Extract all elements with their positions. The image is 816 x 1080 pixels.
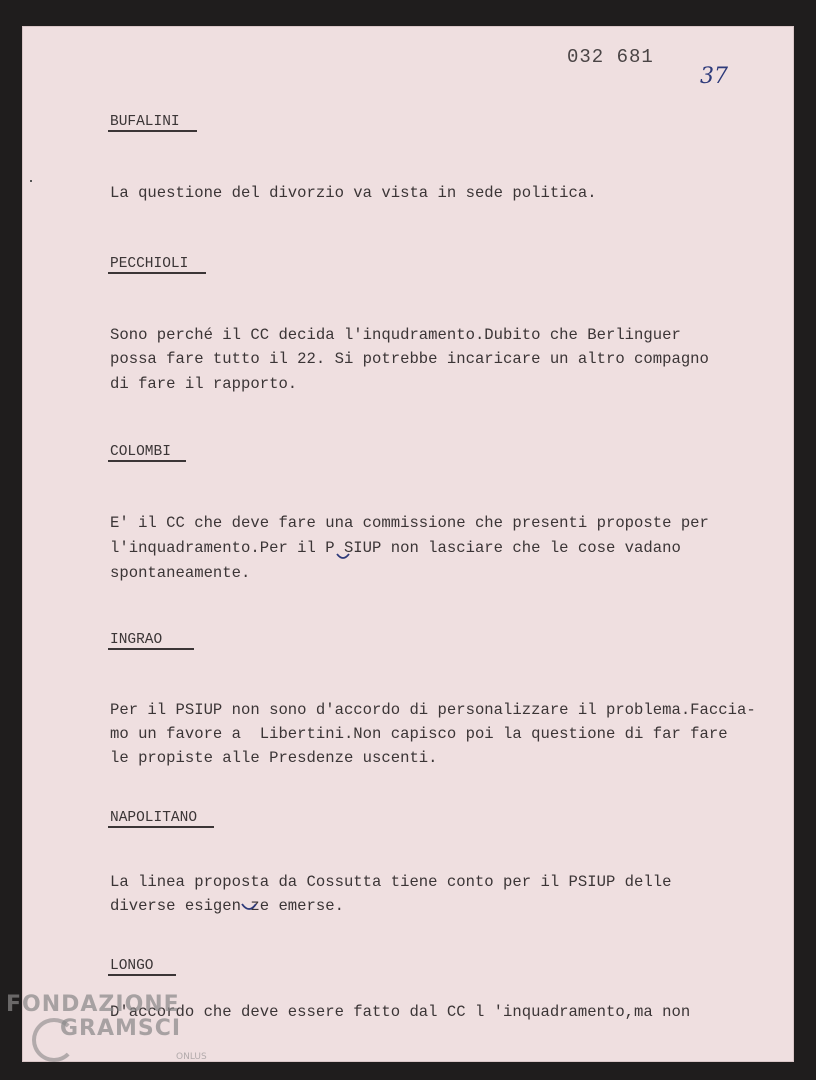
speech-line: mo un favore a Libertini.Non capisco poi la questione di far fare xyxy=(110,725,728,743)
speaker-underline xyxy=(108,272,206,274)
speaker-underline xyxy=(108,648,194,650)
speaker-underline xyxy=(108,460,186,462)
watermark-logo-line2: GRAMSCI xyxy=(60,1016,182,1041)
speech-line: Per il PSIUP non sono d'accordo di personalizzare il problema.Faccia- xyxy=(110,701,756,719)
margin-mark xyxy=(30,180,32,182)
speaker-underline xyxy=(108,974,176,976)
speech-line: D'accordo che deve essere fatto dal CC l 'inquadramento,ma non xyxy=(110,1003,691,1021)
speech-line: di fare il rapporto. xyxy=(110,375,298,393)
handwritten-correction-mark xyxy=(241,902,257,914)
speech-line: l'inquadramento.Per il P SIUP non lasciare che le cose vadano xyxy=(110,539,681,557)
speech-line: Sono perché il CC decida l'inqudramento.Dubito che Berlinguer xyxy=(110,326,681,344)
speech-line: E' il CC che deve fare una commissione che presenti proposte per xyxy=(110,514,709,532)
speech-line: La questione del divorzio va vista in sede politica. xyxy=(110,184,597,202)
speaker-name: COLOMBI xyxy=(110,444,171,460)
handwritten-page-number: 37 xyxy=(700,64,728,89)
speech-line: diverse esigen ze emerse. xyxy=(110,897,344,915)
archive-number: 032 681 xyxy=(567,46,654,68)
speech-line: le propiste alle Presdenze uscenti. xyxy=(110,749,438,767)
speaker-name: LONGO xyxy=(110,958,154,974)
speaker-name: PECCHIOLI xyxy=(110,256,189,272)
speech-line: La linea proposta da Cossutta tiene conto per il PSIUP delle xyxy=(110,873,672,891)
speech-line: possa fare tutto il 22. Si potrebbe incaricare un altro compagno xyxy=(110,350,709,368)
speaker-underline xyxy=(108,826,214,828)
handwritten-correction-mark xyxy=(336,552,350,562)
speaker-name: INGRAO xyxy=(110,632,163,648)
watermark-logo-small: ONLUS xyxy=(176,1052,207,1062)
speaker-underline xyxy=(108,130,197,132)
speaker-name: NAPOLITANO xyxy=(110,810,198,826)
watermark-logo-line1: FONDAZIONE xyxy=(6,992,180,1017)
speaker-name: BUFALINI xyxy=(110,114,180,130)
speech-line: spontaneamente. xyxy=(110,564,251,582)
